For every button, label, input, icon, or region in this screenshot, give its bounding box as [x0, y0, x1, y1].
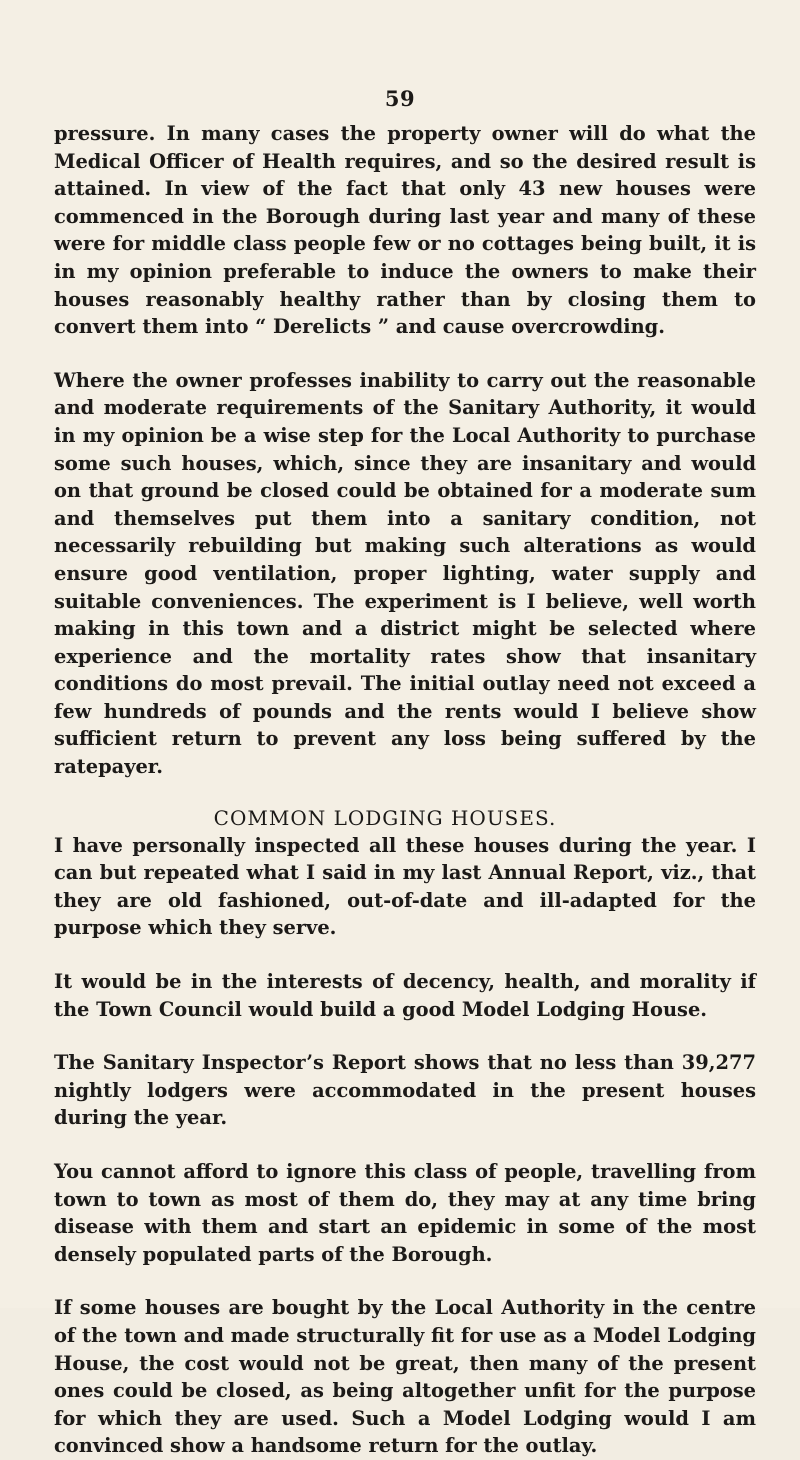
page-number: 59 [384, 86, 416, 111]
paragraph-purchase-houses: Where the owner professes inability to carry out the reasonable and moderate requirements of the Sanitary Authority, it would in my opinion be a wise step for the Local Authority to purchase some such houses, which, since they are insanitary and would on that ground be closed could be obtained for a moderate sum and themselves put them into a sanitary condition, not necessarily rebuilding but making such alterations as would ensure good ventilation, proper lighting, water supply and suitable conveniences. The experiment is I believe, well worth making in this town and a district might be selected where experience and the mortality rates show that insanitary conditions do most prevail. The initial outlay need not exceed a few hundreds of pounds and the rents would I believe show sufficient return to prevent any loss being suffered by the ratepayer. [54, 368, 756, 779]
paragraph-inspection: I have personally inspected all these houses during the year. I can but repeated what I said in my last Annual Report, viz., that they are old fashioned, out-of-date and ill-adapted for the purpose which they serve. [54, 833, 756, 940]
paragraph-model-lodging-house: It would be in the interests of decency, health, and morality if the Town Council would build a good Model Lodging House. [54, 970, 756, 1021]
paragraph-local-authority-purchase: If some houses are bought by the Local Authority in the centre of the town and made structurally fit for use as a Model Lodging House, the cost would not be great, then many of the present ones could be closed, as being altogether unfit for the purpose for which they are used. Such a Model Lodging would I am convinced show a handsome return for the outlay. [54, 1296, 756, 1458]
section-heading-common-lodging-houses: COMMON LODGING HOUSES. [213, 805, 557, 830]
paragraph-overcrowding: pressure. In many cases the property owner will do what the Medical Officer of Health requires, and so the desired result is attained. In view of the fact that only 43 new houses were commenced in the Borough during last year and many of these were for middle class people few or no cottages being built, it is in my opinion preferable to induce the owners to make their houses reasonably healthy rather than by closing them to convert them into “ Derelicts ” and cause overcrowding. [54, 122, 756, 339]
paragraph-disease-risk: You cannot afford to ignore this class of people, travelling from town to town as most of them do, they may at any time bring disease with them and start an epidemic in some of the most densely populated parts of the Borough. [54, 1160, 756, 1266]
paragraph-nightly-lodgers: The Sanitary Inspector’s Report shows that no less than 39,277 nightly lodgers were accommodated in the present houses during the year. [54, 1051, 756, 1130]
body-text [54, 120, 756, 1460]
